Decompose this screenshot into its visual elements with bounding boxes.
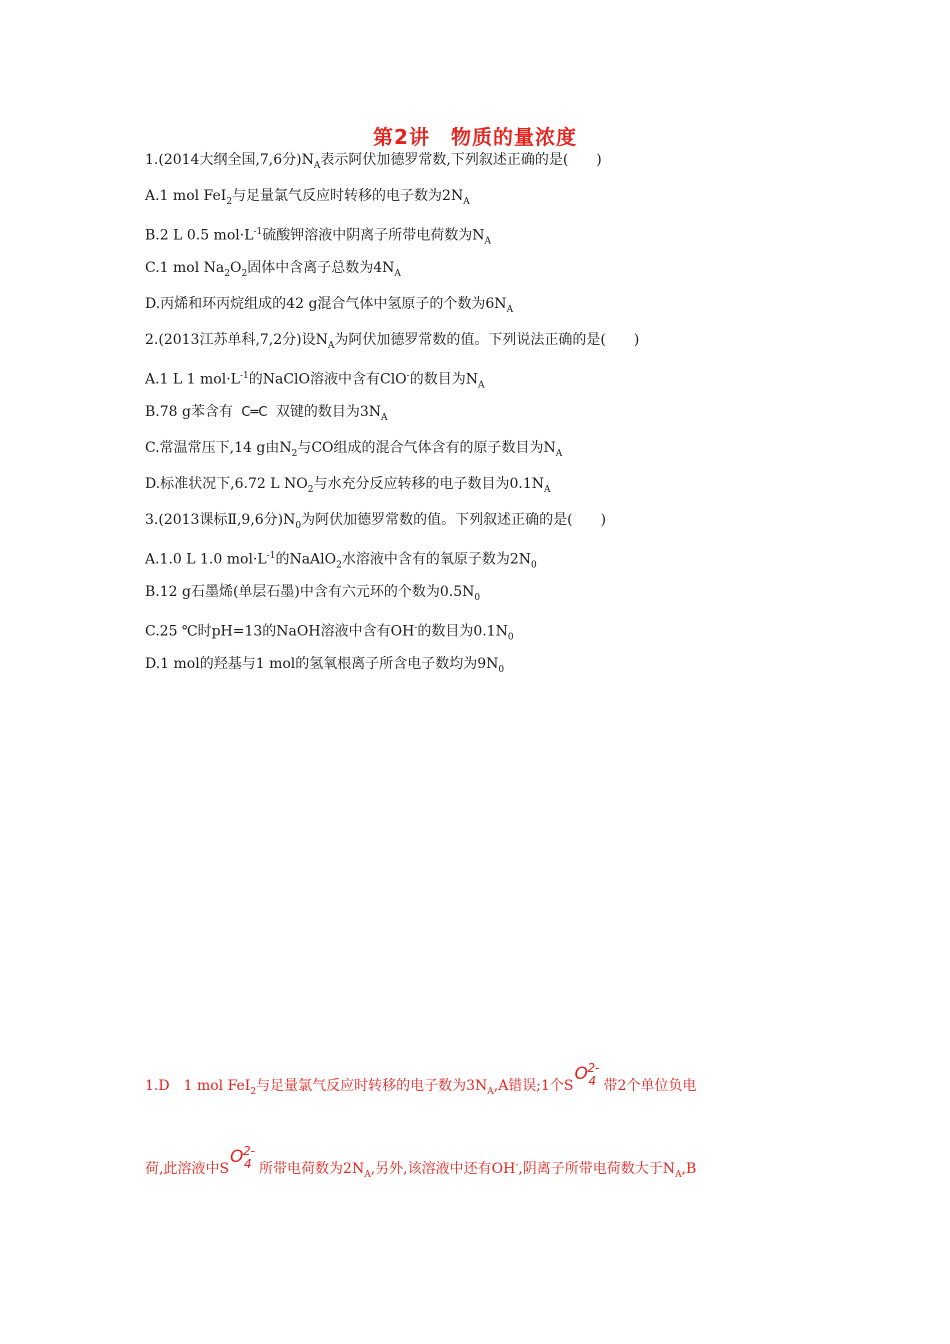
question-3-option-a: A.1.0 L 1.0 $mol\cdot L^{-1}$的NaAlO$_2$水溶液中含有的氧原子数为$2N_0$	[145, 551, 537, 571]
question-1-option-a: A.1 mol FeI$_2$与足量氯气反应时转移的电子数为$2N_A$	[145, 188, 470, 207]
question-2-option-c: C.常温常压下,14 g由$N_2$与CO组成的混合气体含有的原子数目为$N_A$	[145, 440, 563, 459]
question-3-stem: 3.(2013课标Ⅱ,9,6分)$N_0$为阿伏加德罗常数的值。下列叙述正确的是( )	[145, 512, 607, 531]
question-2-stem: 2.(2013江苏单科,7,2分)设$N_A$为阿伏加德罗常数的值。下列说法正确的是( )	[145, 332, 640, 351]
question-2-option-b: B.78 g苯含有 C═C 双键的数目为$3N_A$	[145, 404, 388, 423]
question-2-option-a: A.1 L 1 $mol\cdot L^{-1}$的NaClO溶液中含有ClO-的数目为$N_A$	[145, 371, 485, 391]
double-bond-icon: C═C	[241, 405, 268, 420]
question-1-option-b: B.2 L 0.5 $mol\cdot L^{-1}$硫酸钾溶液中阴离子所带电荷数为$N_A$	[145, 227, 492, 247]
question-3-option-c: C.25 ℃时pH=13的NaOH溶液中含有OH-的数目为$0.1N_0$	[145, 623, 514, 643]
question-1-option-c: C.1 mol $Na_2O_2$固体中含离子总数为$4N_A$	[145, 260, 401, 279]
question-1-option-d: D.丙烯和环丙烷组成的42 g混合气体中氢原子的个数为$6N_A$	[145, 296, 514, 315]
answer-line-2: 荷,此溶液中S O 2- 4 所带电荷数为$2N_A$,另外,该溶液中还有OH-,阴离子所带电荷数大于$N_A,B$	[145, 1144, 697, 1180]
page-title: 第2讲 物质的量浓度	[373, 125, 577, 149]
question-2-option-d: D.标准状况下,6.72 L $NO_2$与水充分反应转移的电子数目为$0.1N_A$	[145, 476, 551, 495]
answer-line-1: 1.D 1 mol FeI$_2$与足量氯气反应时转移的电子数为$3N_A,A$错误;1个S O 2- 4 带2个单位负电	[145, 1061, 697, 1097]
question-3-option-b: B.12 g石墨烯(单层石墨)中含有六元环的个数为$0.5N_0$	[145, 584, 481, 603]
question-1-stem: 1.(2014大纲全国,7,6分)$N_A$表示阿伏加德罗常数,下列叙述正确的是( )	[145, 152, 602, 171]
question-3-option-d: D.1 mol的羟基与1 mol的氢氧根离子所含电子数均为$9N_0$	[145, 656, 505, 675]
sulfate-ion-formula: O 2- 4	[574, 1061, 600, 1088]
sulfate-ion-formula: O 2- 4	[230, 1144, 256, 1171]
